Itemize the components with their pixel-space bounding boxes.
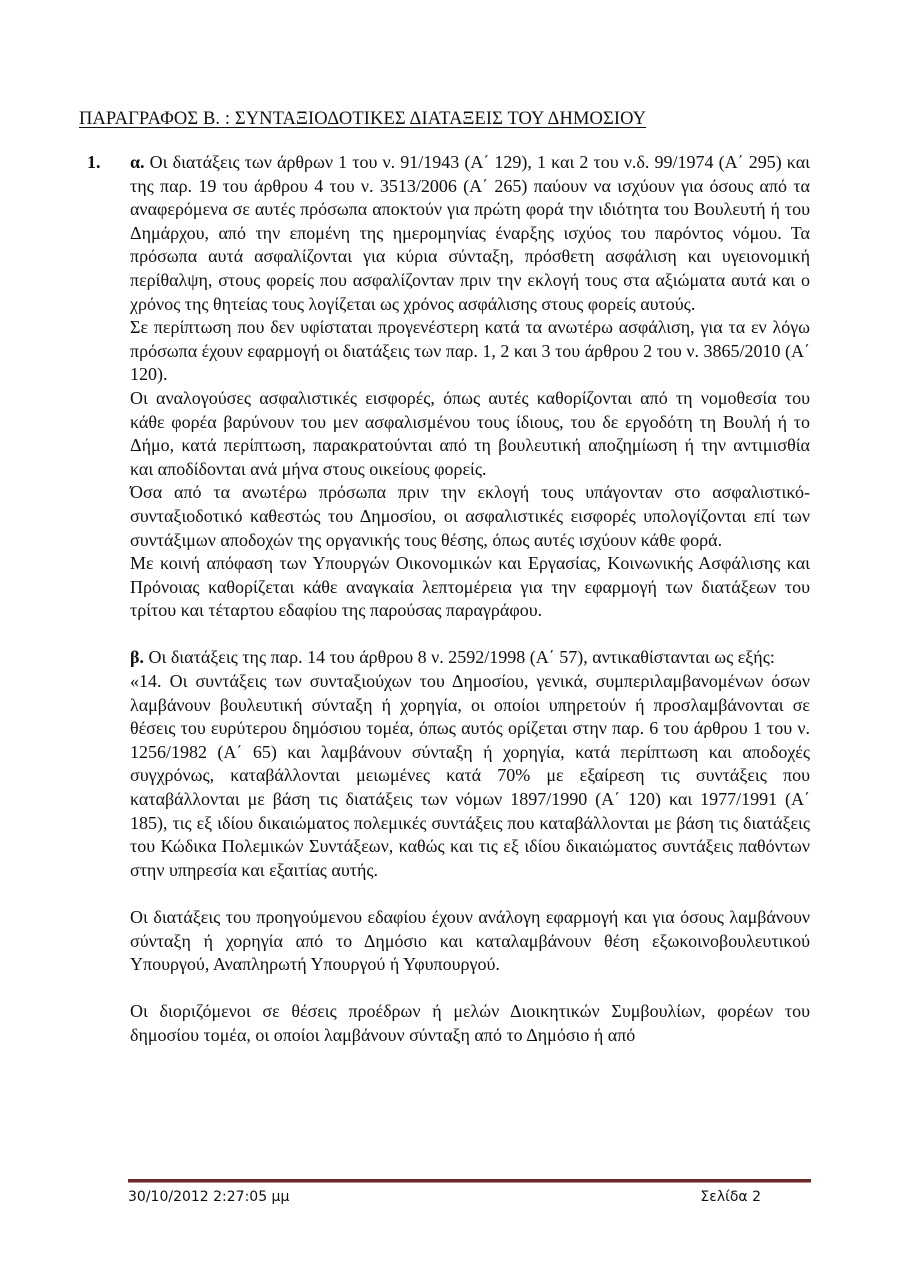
paragraph-a5: Με κοινή απόφαση των Υπουργών Οικονομικών και Εργασίας, Κοινωνικής Ασφάλισης και Πρόνοιας καθορίζεται κάθε αναγκαία λεπτομέρεια για την εφαρμογή των διατάξεων του τρίτου και τέταρτου εδαφίου της παρούσας παραγράφου.: [130, 553, 810, 621]
paragraph-b3: Οι διατάξεις του προηγούμενου εδαφίου έχουν ανάλογη εφαρμογή και για όσους λαμβάνουν σύνταξη ή χορηγία από το Δημόσιο και καταλαμβάνουν θέση εξωκοινοβουλευτικού Υπουργού, Αναπληρωτή Υπουργού ή Υφυπουργού.: [130, 907, 810, 975]
paragraph-a1-text: Οι διατάξεις των άρθρων 1 του ν. 91/1943 (Α΄ 129), 1 και 2 του ν.δ. 99/1974 (Α΄ 295) και της παρ. 19 του άρθρου 4 του ν. 3513/2006 (Α΄ 265) παύουν να ισχύουν για όσους από τα αναφερόμενα σε αυτές πρόσωπα αποκτούν για πρώτη φορά την ιδιότητα του Βουλευτή ή του Δημάρχου, από την επομένη της ημερομηνίας έναρξης ισχύος του παρόντος νόμου. Τα πρόσωπα αυτά ασφαλίζονται για κύρια σύνταξη, πρόσθετη ασφάλιση και υγειονομική περίθαλψη, στους φορείς που ασφαλίζονταν πριν την εκλογή τους στα αξιώματα αυτά και ο χρόνος της θητείας τους λογίζεται ως χρόνος ασφάλισης στους φορείς αυτούς.: [130, 152, 810, 314]
subitem-a-label: α.: [130, 152, 145, 172]
section-heading: ΠΑΡΑΓΡΑΦΟΣ Β. : ΣΥΝΤΑΞΙΟΔΟΤΙΚΕΣ ΔΙΑΤΑΞΕΙΣ ΤΟΥ ΔΗΜΟΣΙΟΥ: [79, 109, 647, 129]
footer-divider: [128, 1179, 811, 1183]
footer-timestamp: 30/10/2012 2:27:05 μμ: [128, 1189, 290, 1205]
paragraph-a1: [130, 151, 810, 316]
paragraph-a3: Οι αναλογούσες ασφαλιστικές εισφορές, όπως αυτές καθορίζονται από τη νομοθεσία του κάθε φορέα βαρύνουν του μεν ασφαλισμένου τους ίδιους, του δε εργοδότη τη Βουλή ή το Δήμο, κατά περίπτωση, παρακρατούνται από τη βουλευτική αποζημίωση ή την αντιμισθία και αποδίδονται ανά μήνα στους οικείους φορείς.: [130, 387, 810, 479]
item-number: 1.: [87, 152, 101, 172]
paragraph-b2: «14. Οι συντάξεις των συνταξιούχων του Δημοσίου, γενικά, συμπεριλαμβανομένων όσων λαμβάνουν βουλευτική σύνταξη ή χορηγία, οι οποίοι υπηρετούν ή προσλαμβάνονται σε θέσεις του ευρύτερου δημόσιου τομέα, όπως αυτός ορίζεται στην παρ. 6 του άρθρου 1 του ν. 1256/1982 (Α΄ 65) και λαμβάνουν σύνταξη ή χορηγία, κατά περίπτωση και αποδοχές συγχρόνως, καταβάλλονται μειωμένες κατά 70% με εξαίρεση τις συντάξεις που καταβάλλονται με βάση τις διατάξεις των νόμων 1897/1990 (Α΄ 120) και 1977/1991 (Α΄ 185), τις εξ ιδίου δικαιώματος πολεμικές συντάξεις που καταβάλλονται με βάση τις διατάξεις του Κώδικα Πολεμικών Συντάξεων, καθώς και τις εξ ιδίου δικαιώματος συντάξεις παθόντων στην υπηρεσία και εξαιτίας αυτής.: [130, 671, 810, 880]
paragraph-b1: [130, 646, 810, 670]
footer-page-number: Σελίδα 2: [700, 1189, 761, 1205]
paragraph-a4: Όσα από τα ανωτέρω πρόσωπα πριν την εκλογή τους υπάγονταν στο ασφαλιστικό-συνταξιοδοτικό καθεστώς του Δημοσίου, οι ασφαλιστικές εισφορές υπολογίζονται επί των συντάξιμων αποδοχών της οργανικής τους θέσης, όπως αυτές ισχύουν κάθε φορά.: [130, 482, 810, 550]
subitem-b-label: β.: [130, 647, 144, 668]
paragraph-b1-text: Οι διατάξεις της παρ. 14 του άρθρου 8 ν. 2592/1998 (Α΄ 57), αντικαθίστανται ως εξής:: [148, 647, 775, 668]
document-body: [130, 151, 810, 1048]
paragraph-b4: Οι διοριζόμενοι σε θέσεις προέδρων ή μελών Διοικητικών Συμβουλίων, φορέων του δημοσίου τομέα, οι οποίοι λαμβάνουν σύνταξη από το Δημόσιο ή από: [130, 1001, 810, 1045]
paragraph-a2: Σε περίπτωση που δεν υφίσταται προγενέστερη κατά τα ανωτέρω ασφάλιση, για τα εν λόγω πρόσωπα έχουν εφαρμογή οι διατάξεις των παρ. 1, 2 και 3 του άρθρου 2 του ν. 3865/2010 (Α΄ 120).: [130, 317, 810, 385]
